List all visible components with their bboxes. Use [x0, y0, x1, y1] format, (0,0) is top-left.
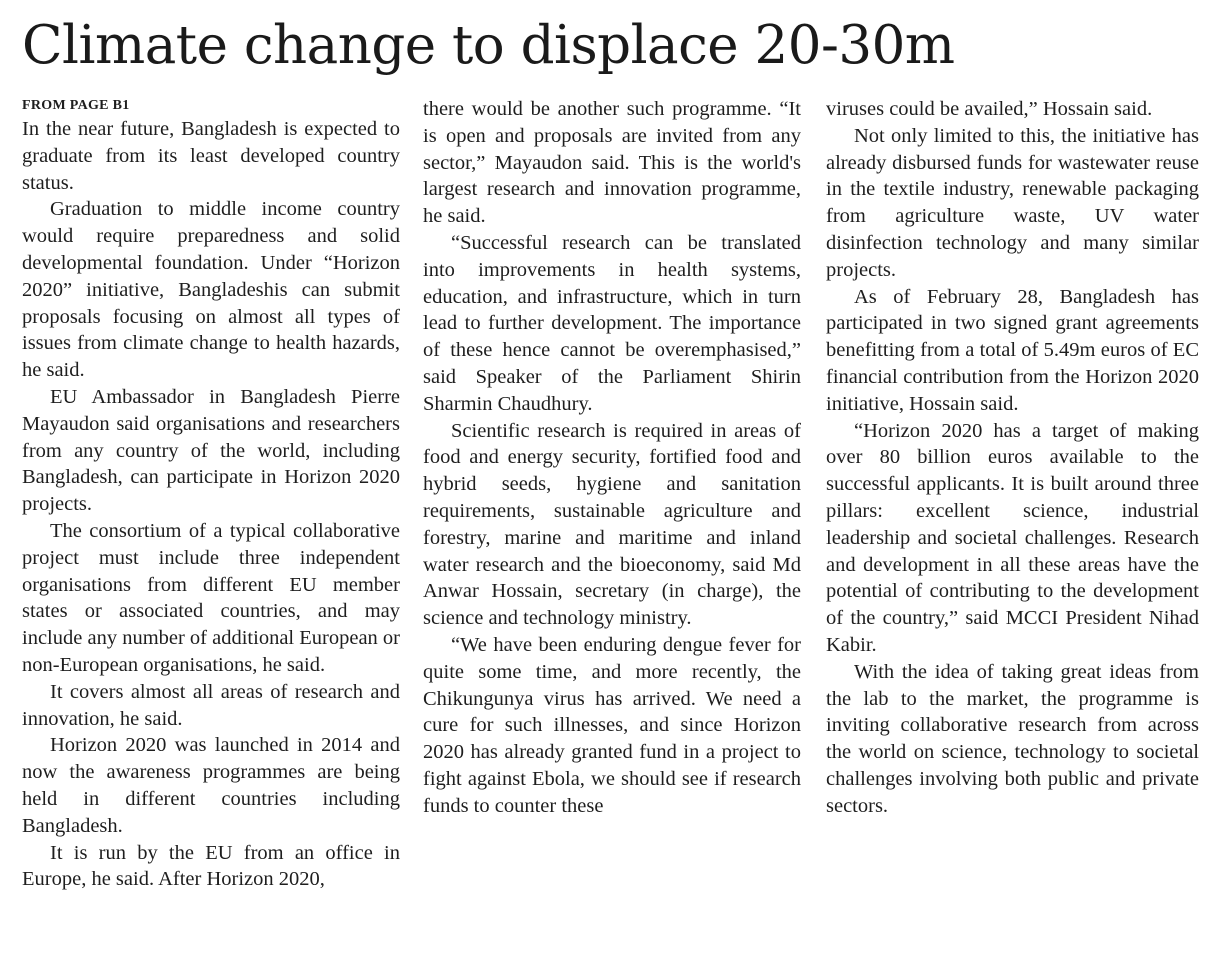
paragraph: Graduation to middle income country would require preparedness and solid developmental foundation. Under “Horizon 2020” initiative, Bangladeshis can submit proposals focusing on almost all types of issues from climate change to health hazards, he said. [22, 198, 400, 382]
kicker: FROM PAGE B1 [22, 98, 130, 113]
paragraph: In the near future, Bangladesh is expected to graduate from its least developed country status. [22, 118, 400, 194]
paragraph: “Successful research can be translated into improvements in health systems, education, and infrastructure, which in turn lead to further development. The importance of these hence cannot be overemphasised,” said Speaker of the Parliament Shirin Sharmin Chaudhury. [423, 231, 801, 415]
paragraph: there would be another such programme. “It is open and proposals are invited from any sector,” Mayaudon said. This is the world's largest research and innovation programme, he said. [423, 98, 801, 228]
paragraph: “We have been enduring dengue fever for quite some time, and more recently, the Chikungunya virus has arrived. We need a cure for such illnesses, and since Horizon 2020 has already granted fund in a project to fight against Ebola, we should see if research funds to counter these [423, 633, 801, 817]
article-column-1 [22, 96, 400, 893]
paragraph: EU Ambassador in Bangladesh Pierre Mayaudon said organisations and researchers from any country of the world, including Bangladesh, can participate in Horizon 2020 projects. [22, 385, 400, 516]
paragraph: As of February 28, Bangladesh has participated in two signed grant agreements benefitting from a total of 5.49m euros of EC financial contribution from the Horizon 2020 initiative, Hossain said. [826, 285, 1199, 415]
paragraph: “Horizon 2020 has a target of making over 80 billion euros available to the successful applicants. It is built around three pillars: excellent science, industrial leadership and societal challenges. Research and development in all these areas have the potential of contributing to the development of the country,” said MCCI President Nihad Kabir. [826, 419, 1199, 656]
article-column-2 [423, 96, 801, 820]
headline: Climate change to displace 20-30m [22, 15, 955, 76]
paragraph: The consortium of a typical collaborative project must include three independent organisations from different EU member states or associated countries, and may include any number of additional European or non-European organisations, he said. [22, 519, 400, 676]
paragraph: It is run by the EU from an office in Europe, he said. After Horizon 2020, [22, 841, 400, 891]
paragraph: Not only limited to this, the initiative has already disbursed funds for wastewater reuse in the textile industry, renewable packaging from agriculture waste, UV water disinfection technology and many similar projects. [826, 124, 1199, 281]
paragraph: Horizon 2020 was launched in 2014 and now the awareness programmes are being held in different countries including Bangladesh. [22, 734, 400, 837]
paragraph: It covers almost all areas of research and innovation, he said. [22, 680, 400, 730]
paragraph: With the idea of taking great ideas from the lab to the market, the programme is inviting collaborative research from across the world on science, technology to societal challenges involving both public and private sectors. [826, 660, 1199, 817]
paragraph: Scientific research is required in areas of food and energy security, fortified food and hybrid seeds, hygiene and sanitation requirements, sustainable agriculture and forestry, marine and maritime and inland water research and the bioeconomy, said Md Anwar Hossain, secretary (in charge), the science and technology ministry. [423, 419, 801, 630]
article-column-3 [826, 96, 1199, 820]
paragraph: viruses could be availed,” Hossain said. [826, 98, 1153, 120]
